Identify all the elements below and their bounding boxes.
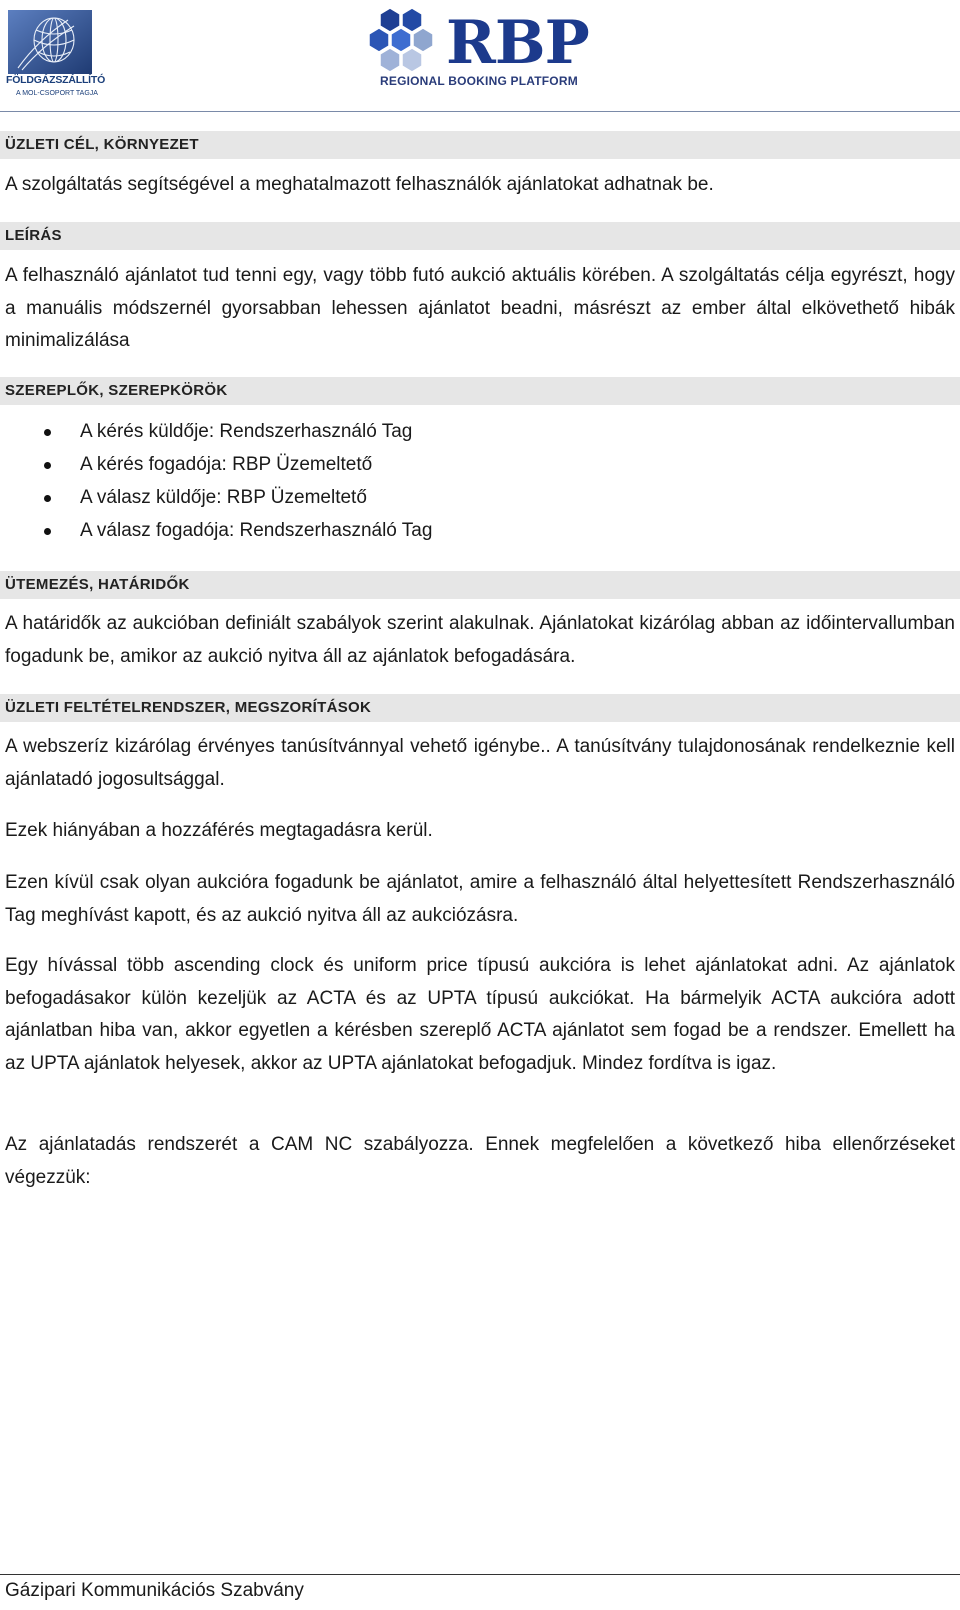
- logo-left-tagline: A MOL-CSOPORT TAGJA: [16, 90, 98, 97]
- rbp-wordmark: RBP: [446, 8, 589, 78]
- footer-text: Gázipari Kommunikációs Szabvány: [5, 1580, 304, 1601]
- rbp-tagline: REGIONAL BOOKING PLATFORM: [380, 74, 578, 88]
- heading-uzleti-cel: ÜZLETI CÉL, KÖRNYEZET: [0, 131, 960, 159]
- feltetelek-paragraph: A webszeríz kizárólag érvényes tanúsítvánnyal vehető igénybe.. A tanúsítvány tulajdonosának rendelkeznie kell ajánlatadó jogosultsággal.: [5, 736, 955, 790]
- feltetelek-paragraph: Ezek hiányában a hozzáférés megtagadásra kerül.: [5, 820, 433, 841]
- heading-utemezes: ÜTEMEZÉS, HATÁRIDŐK: [0, 571, 960, 599]
- globe-emblem-icon: [8, 10, 92, 74]
- foldgazszallito-logo: [4, 6, 114, 100]
- bullet-icon: [44, 495, 51, 502]
- bullet-icon: [44, 429, 51, 436]
- bullet-icon: [44, 528, 51, 535]
- rbp-logo: [376, 4, 589, 94]
- feltetelek-paragraph: Egy hívással több ascending clock és uniform price típusú aukcióra is lehet ajánlatokat adni. Az ajánlatok befogadásakor külön kezeljük az ACTA és az UPTA típusú aukciókat. Ha bármelyik ACTA aukcióra adott ajánlatban hiba van, akkor egyetlen a kérésben szereplő ACTA ajánlatot sem fogad be a rendszer. Emellett ha az UPTA ajánlatok helyesek, akkor az UPTA ajánlatokat befogadjuk. Mindez fordítva is igaz.: [5, 955, 955, 1074]
- bullet-icon: [44, 462, 51, 469]
- heading-leiras: LEÍRÁS: [0, 222, 960, 250]
- list-item-text: A kérés küldője: Rendszerhasználó Tag: [80, 421, 413, 442]
- utemezes-text: A határidők az aukcióban definiált szabályok szerint alakulnak. Ajánlatokat kizárólag abban az időintervallumban fogadunk be, amikor az aukció nyitva áll az ajánlatok befogadására.: [5, 613, 955, 667]
- cel-text: A szolgáltatás segítségével a meghatalmazott felhasználók ajánlatokat adhatnak be.: [5, 174, 714, 195]
- hexagon-cluster-icon: [368, 6, 440, 76]
- header-divider: [0, 111, 960, 112]
- leiras-text: A felhasználó ajánlatot tud tenni egy, vagy több futó aukció aktuális körében. A szolgáltatás célja egyrészt, hogy a manuális módszernél gyorsabban lehessen ajánlatot beadni, másrészt az ember által elkövethető hibák minimalizálása: [5, 265, 955, 351]
- footer-divider: [0, 1574, 960, 1575]
- page-header: [0, 0, 960, 112]
- list-item-text: A válasz fogadója: Rendszerhasználó Tag: [80, 520, 433, 541]
- feltetelek-paragraph: Az ajánlatadás rendszerét a CAM NC szabályozza. Ennek megfelelően a következő hiba ellenőrzéseket végezzük:: [5, 1134, 955, 1188]
- list-item-text: A kérés fogadója: RBP Üzemeltető: [80, 454, 373, 475]
- heading-szereplok: SZEREPLŐK, SZEREPKÖRÖK: [0, 377, 960, 405]
- list-item-text: A válasz küldője: RBP Üzemeltető: [80, 487, 367, 508]
- feltetelek-paragraph: Ezen kívül csak olyan aukcióra fogadunk be ajánlatot, amire a felhasználó által helyettesített Rendszerhasználó Tag meghívást kapott, és az aukció nyitva áll az aukciózásra.: [5, 872, 955, 926]
- logo-left-name: FÖLDGÁZSZÁLLÍTÓ: [6, 74, 106, 86]
- heading-feltetelek: ÜZLETI FELTÉTELRENDSZER, MEGSZORÍTÁSOK: [0, 694, 960, 722]
